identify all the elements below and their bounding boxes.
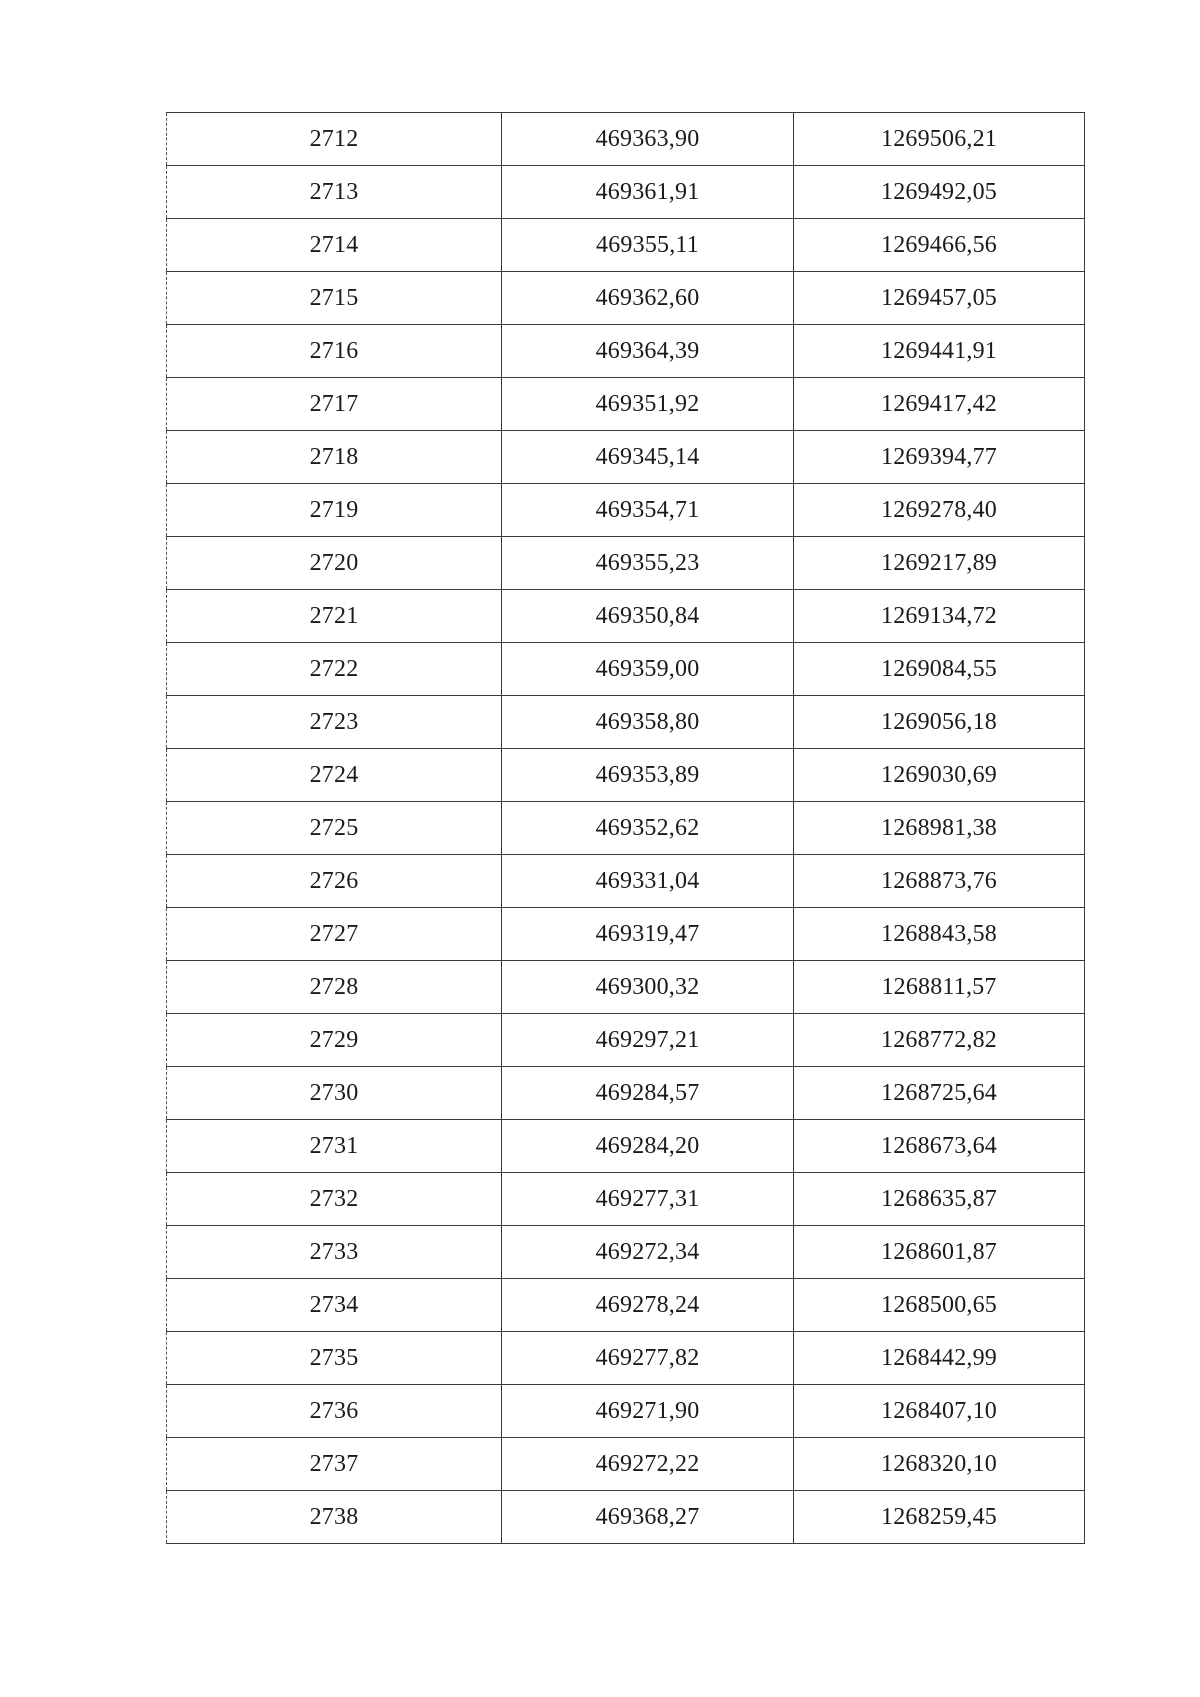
y-coordinate-cell: 1268772,82: [794, 1014, 1085, 1067]
y-coordinate-cell: 1268500,65: [794, 1279, 1085, 1332]
y-coordinate-cell: 1269056,18: [794, 696, 1085, 749]
point-number-cell: 2716: [167, 325, 502, 378]
table-row: [167, 1067, 1085, 1120]
point-number-cell: 2732: [167, 1173, 502, 1226]
x-coordinate-cell: 469272,34: [502, 1226, 794, 1279]
y-coordinate-cell: 1268981,38: [794, 802, 1085, 855]
table-row: [167, 749, 1085, 802]
table-row: [167, 1385, 1085, 1438]
table-row: [167, 1279, 1085, 1332]
x-coordinate-cell: 469358,80: [502, 696, 794, 749]
y-coordinate-cell: 1269457,05: [794, 272, 1085, 325]
table-row: [167, 1332, 1085, 1385]
point-number-cell: 2737: [167, 1438, 502, 1491]
point-number-cell: 2725: [167, 802, 502, 855]
point-number-cell: 2735: [167, 1332, 502, 1385]
point-number-cell: 2723: [167, 696, 502, 749]
x-coordinate-cell: 469363,90: [502, 113, 794, 166]
y-coordinate-cell: 1268442,99: [794, 1332, 1085, 1385]
y-coordinate-cell: 1268320,10: [794, 1438, 1085, 1491]
table-row: [167, 1173, 1085, 1226]
y-coordinate-cell: 1269394,77: [794, 431, 1085, 484]
point-number-cell: 2727: [167, 908, 502, 961]
y-coordinate-cell: 1269084,55: [794, 643, 1085, 696]
point-number-cell: 2733: [167, 1226, 502, 1279]
point-number-cell: 2738: [167, 1491, 502, 1544]
point-number-cell: 2722: [167, 643, 502, 696]
y-coordinate-cell: 1269278,40: [794, 484, 1085, 537]
x-coordinate-cell: 469362,60: [502, 272, 794, 325]
y-coordinate-cell: 1269030,69: [794, 749, 1085, 802]
coordinates-table-body: [167, 113, 1085, 1544]
y-coordinate-cell: 1269492,05: [794, 166, 1085, 219]
table-row: [167, 113, 1085, 166]
point-number-cell: 2714: [167, 219, 502, 272]
y-coordinate-cell: 1268259,45: [794, 1491, 1085, 1544]
coordinates-table: [166, 112, 1085, 1544]
x-coordinate-cell: 469297,21: [502, 1014, 794, 1067]
point-number-cell: 2724: [167, 749, 502, 802]
table-row: [167, 1491, 1085, 1544]
x-coordinate-cell: 469331,04: [502, 855, 794, 908]
y-coordinate-cell: 1268407,10: [794, 1385, 1085, 1438]
table-row: [167, 1120, 1085, 1173]
table-row: [167, 696, 1085, 749]
y-coordinate-cell: 1269417,42: [794, 378, 1085, 431]
table-row: [167, 643, 1085, 696]
y-coordinate-cell: 1268725,64: [794, 1067, 1085, 1120]
y-coordinate-cell: 1269506,21: [794, 113, 1085, 166]
x-coordinate-cell: 469300,32: [502, 961, 794, 1014]
point-number-cell: 2721: [167, 590, 502, 643]
x-coordinate-cell: 469272,22: [502, 1438, 794, 1491]
x-coordinate-cell: 469364,39: [502, 325, 794, 378]
point-number-cell: 2713: [167, 166, 502, 219]
table-row: [167, 325, 1085, 378]
point-number-cell: 2715: [167, 272, 502, 325]
point-number-cell: 2731: [167, 1120, 502, 1173]
point-number-cell: 2719: [167, 484, 502, 537]
x-coordinate-cell: 469277,31: [502, 1173, 794, 1226]
y-coordinate-cell: 1268601,87: [794, 1226, 1085, 1279]
x-coordinate-cell: 469350,84: [502, 590, 794, 643]
table-row: [167, 961, 1085, 1014]
point-number-cell: 2734: [167, 1279, 502, 1332]
point-number-cell: 2728: [167, 961, 502, 1014]
point-number-cell: 2718: [167, 431, 502, 484]
x-coordinate-cell: 469352,62: [502, 802, 794, 855]
y-coordinate-cell: 1269217,89: [794, 537, 1085, 590]
table-row: [167, 166, 1085, 219]
x-coordinate-cell: 469368,27: [502, 1491, 794, 1544]
x-coordinate-cell: 469284,20: [502, 1120, 794, 1173]
x-coordinate-cell: 469345,14: [502, 431, 794, 484]
x-coordinate-cell: 469355,23: [502, 537, 794, 590]
x-coordinate-cell: 469351,92: [502, 378, 794, 431]
x-coordinate-cell: 469284,57: [502, 1067, 794, 1120]
point-number-cell: 2726: [167, 855, 502, 908]
point-number-cell: 2712: [167, 113, 502, 166]
x-coordinate-cell: 469361,91: [502, 166, 794, 219]
y-coordinate-cell: 1268843,58: [794, 908, 1085, 961]
y-coordinate-cell: 1268873,76: [794, 855, 1085, 908]
table-row: [167, 378, 1085, 431]
y-coordinate-cell: 1268635,87: [794, 1173, 1085, 1226]
y-coordinate-cell: 1268673,64: [794, 1120, 1085, 1173]
x-coordinate-cell: 469319,47: [502, 908, 794, 961]
table-row: [167, 431, 1085, 484]
point-number-cell: 2717: [167, 378, 502, 431]
y-coordinate-cell: 1269134,72: [794, 590, 1085, 643]
point-number-cell: 2720: [167, 537, 502, 590]
table-row: [167, 219, 1085, 272]
table-row: [167, 537, 1085, 590]
x-coordinate-cell: 469353,89: [502, 749, 794, 802]
table-row: [167, 1226, 1085, 1279]
x-coordinate-cell: 469277,82: [502, 1332, 794, 1385]
table-row: [167, 908, 1085, 961]
point-number-cell: 2730: [167, 1067, 502, 1120]
y-coordinate-cell: 1269466,56: [794, 219, 1085, 272]
y-coordinate-cell: 1268811,57: [794, 961, 1085, 1014]
table-row: [167, 1438, 1085, 1491]
table-row: [167, 802, 1085, 855]
table-row: [167, 855, 1085, 908]
y-coordinate-cell: 1269441,91: [794, 325, 1085, 378]
point-number-cell: 2729: [167, 1014, 502, 1067]
x-coordinate-cell: 469271,90: [502, 1385, 794, 1438]
table-row: [167, 272, 1085, 325]
x-coordinate-cell: 469359,00: [502, 643, 794, 696]
table-row: [167, 484, 1085, 537]
table-row: [167, 1014, 1085, 1067]
x-coordinate-cell: 469354,71: [502, 484, 794, 537]
table-row: [167, 590, 1085, 643]
x-coordinate-cell: 469278,24: [502, 1279, 794, 1332]
point-number-cell: 2736: [167, 1385, 502, 1438]
x-coordinate-cell: 469355,11: [502, 219, 794, 272]
